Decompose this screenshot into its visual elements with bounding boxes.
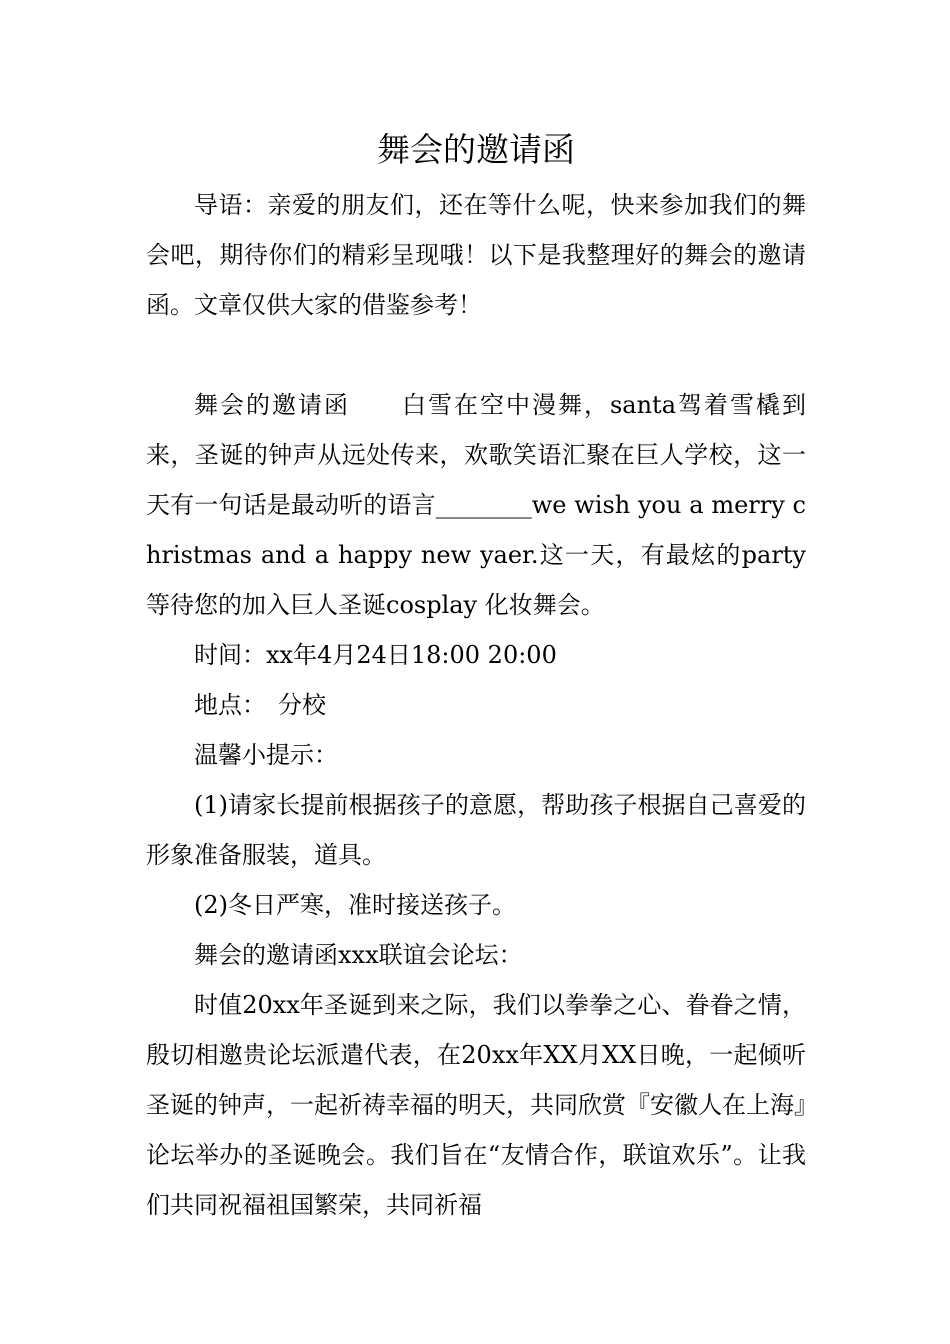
document-page (146, 120, 806, 1230)
tip-1: (1)请家长提前根据孩子的意愿，帮助孩子根据自己喜爱的形象准备服装，道具。 (146, 791, 806, 869)
location-line: 地点： 分校 (194, 691, 326, 719)
tip-2: (2)冬日严寒，准时接送孩子。 (194, 891, 516, 919)
tips-heading: 温馨小提示： (194, 741, 338, 769)
invitation-heading-2: 舞会的邀请函xxx联谊会论坛： (194, 941, 523, 969)
blank-line (146, 330, 806, 380)
invitation-paragraph-1: 舞会的邀请函 白雪在空中漫舞，santa驾着雪橇到来，圣诞的钟声从远处传来，欢歌笑语汇聚在巨人学校，这一天有一句话是最动听的语言________we wish you a merry christmas and a happy new yaer.这一天，有最炫的party等待您的加入巨人圣诞cosplay 化妆舞会。 (146, 391, 806, 619)
document-title: 舞会的邀请函 (377, 130, 575, 169)
time-line: 时间：xx年4月24日18:00 20:00 (194, 641, 557, 669)
intro-paragraph: 导语：亲爱的朋友们，还在等什么呢，快来参加我们的舞会吧，期待你们的精彩呈现哦！以下是我整理好的舞会的邀请函。文章仅供大家的借鉴参考！ (146, 191, 806, 319)
invitation-paragraph-2: 时值20xx年圣诞到来之际，我们以拳拳之心、眷眷之情，殷切相邀贵论坛派遣代表，在20xx年XX月XX日晚，一起倾听圣诞的钟声，一起祈祷幸福的明天，共同欣赏『安徽人在上海』论坛举办的圣诞晚会。我们旨在“友情合作，联谊欢乐”。让我们共同祝福祖国繁荣，共同祈福 (146, 991, 806, 1219)
